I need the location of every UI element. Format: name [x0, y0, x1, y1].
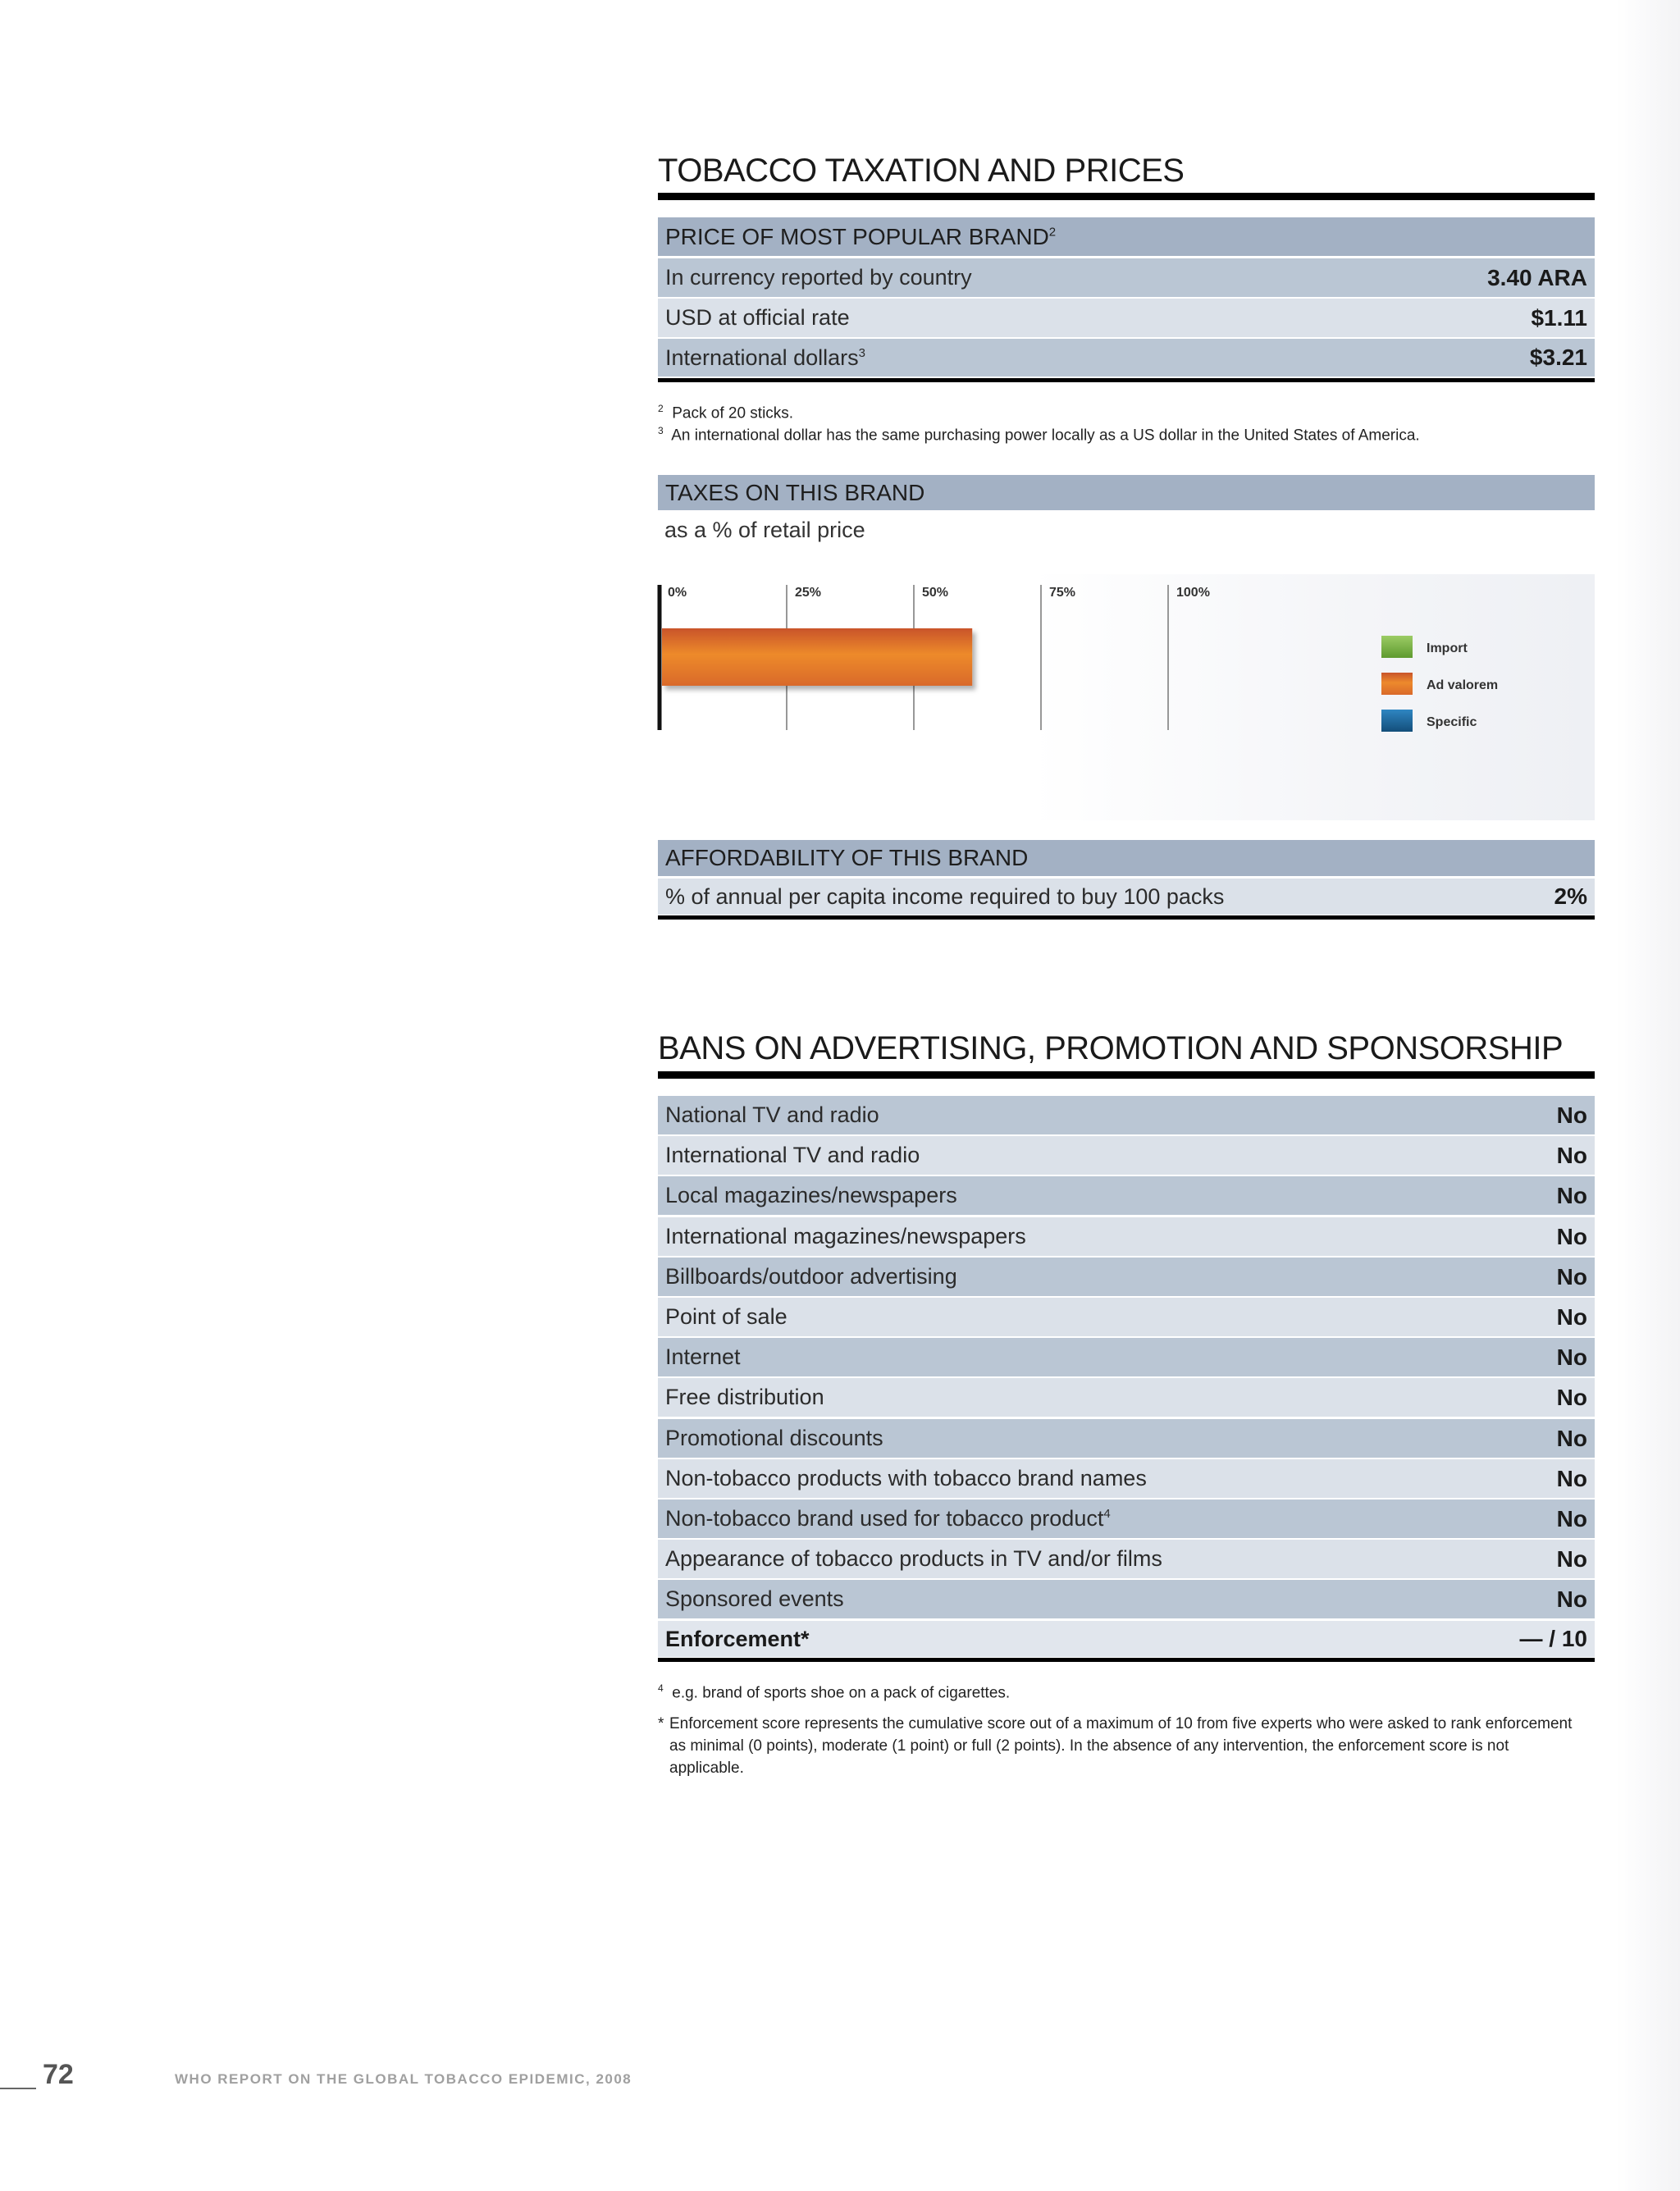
- price-row-usd: [658, 299, 1595, 339]
- ban-row: [658, 1217, 1595, 1258]
- enforcement-value: — / 10: [1519, 1626, 1587, 1651]
- legend-label: Import: [1427, 641, 1468, 655]
- taxes-sublabel: as a % of retail price: [664, 518, 865, 542]
- footnote-3: $^3$ An international dollar has the same purchasing power locally as a US dollar in the United States of America.: [658, 425, 1420, 445]
- ban-row-value: No: [1556, 1425, 1587, 1451]
- price-table-rule: [658, 378, 1595, 382]
- ban-row: [658, 1298, 1595, 1338]
- price-row-value: $1.11: [1531, 304, 1587, 331]
- ban-row-value: No: [1556, 1586, 1587, 1612]
- ban-row-label: Non-tobacco brand used for tobacco product$^4$: [665, 1506, 1111, 1531]
- price-header: [658, 217, 1595, 258]
- ban-row: [658, 1136, 1595, 1176]
- price-row-currency: [658, 258, 1595, 299]
- affordability-row: [658, 879, 1595, 916]
- ban-row-label: Internet: [665, 1344, 741, 1369]
- ban-row-value: No: [1556, 1263, 1587, 1289]
- legend-swatch: [1381, 710, 1413, 732]
- ban-row-label: Point of sale: [665, 1304, 788, 1329]
- ban-row-label: Billboards/outdoor advertising: [665, 1264, 957, 1289]
- footer-rule: [0, 2088, 36, 2089]
- ban-row-label: Sponsored events: [665, 1586, 844, 1611]
- bans-title: BANS ON ADVERTISING, PROMOTION AND SPONSORSHIP: [658, 1030, 1564, 1066]
- ban-row: [658, 1096, 1595, 1136]
- bar-ad-valorem: [662, 628, 972, 686]
- ban-row-label: International magazines/newspapers: [665, 1224, 1026, 1248]
- price-row-label: In currency reported by country: [665, 265, 972, 290]
- page-number: 72: [43, 2059, 74, 2090]
- ban-row-label: National TV and radio: [665, 1102, 879, 1127]
- ban-row: [658, 1580, 1595, 1620]
- price-row-intl: [658, 339, 1595, 378]
- ban-row-label: Appearance of tobacco products in TV and/or films: [665, 1546, 1162, 1571]
- bans-table-rule: [658, 1658, 1595, 1662]
- tick-label: 100%: [1176, 586, 1210, 600]
- ban-row-value: No: [1556, 1465, 1587, 1491]
- ban-row: [658, 1258, 1595, 1298]
- ban-row-label: Local magazines/newspapers: [665, 1183, 957, 1207]
- taxes-header: [658, 475, 1595, 512]
- tax-chart: [648, 574, 1600, 820]
- affordability-header-label: AFFORDABILITY OF THIS BRAND: [665, 845, 1029, 870]
- price-row-label: USD at official rate: [665, 305, 850, 330]
- bans-title-rule: [658, 1071, 1595, 1079]
- legend-swatch: [1381, 636, 1413, 658]
- footnote-enforcement: * Enforcement score represents the cumulative score out of a maximum of 10 from five experts who were asked to rank enforcement as minimal (0 points), moderate (1 point) or full (2 points). In the absence of any intervention, the enforcement score is not applicable.: [658, 1715, 1573, 1777]
- ban-row-value: No: [1556, 1182, 1587, 1208]
- ban-row: [658, 1499, 1595, 1540]
- ban-row-value: No: [1556, 1384, 1587, 1410]
- ban-row: [658, 1378, 1595, 1418]
- ban-row: [658, 1459, 1595, 1499]
- ban-row-value: No: [1556, 1102, 1587, 1128]
- ban-row-label: Promotional discounts: [665, 1426, 883, 1450]
- ban-row: [658, 1419, 1595, 1459]
- affordability-rule: [658, 915, 1595, 920]
- price-row-value: 3.40 ARA: [1487, 264, 1587, 290]
- ban-row-label: Free distribution: [665, 1385, 824, 1409]
- legend-label: Ad valorem: [1427, 678, 1499, 692]
- footnote-2: $^2$ Pack of 20 sticks.: [658, 403, 794, 422]
- ban-row-value: No: [1556, 1545, 1587, 1572]
- taxes-header-label: TAXES ON THIS BRAND: [665, 479, 925, 505]
- footnote-4: $^4$ e.g. brand of sports shoe on a pack of cigarettes.: [658, 1682, 1011, 1702]
- page-edge-shade: [1616, 0, 1680, 2191]
- tick-label: 0%: [668, 586, 687, 600]
- ban-row-value: No: [1556, 1303, 1587, 1330]
- price-row-label: International dollars$^3$: [665, 345, 865, 370]
- affordability-header: [658, 840, 1595, 878]
- tick-label: 25%: [795, 586, 822, 600]
- tick-label: 75%: [1049, 586, 1076, 600]
- ban-row-value: No: [1556, 1142, 1587, 1168]
- ban-row: [658, 1176, 1595, 1216]
- taxation-title-rule: [658, 193, 1595, 200]
- taxation-title: TOBACCO TAXATION AND PRICES: [658, 153, 1185, 189]
- enforcement-label: Enforcement*: [665, 1626, 810, 1651]
- ban-row-value: No: [1556, 1344, 1587, 1370]
- affordability-label: % of annual per capita income required to buy 100 packs: [665, 883, 1225, 909]
- report-title: WHO REPORT ON THE GLOBAL TOBACCO EPIDEMIC, 2008: [175, 2071, 632, 2087]
- tick-label: 50%: [922, 586, 949, 600]
- ban-row-value: No: [1556, 1505, 1587, 1531]
- ban-row-value: No: [1556, 1223, 1587, 1249]
- price-header-label: PRICE OF MOST POPULAR BRAND$^2$: [665, 223, 1057, 249]
- enforcement-row: [658, 1621, 1595, 1659]
- ban-row-label: International TV and radio: [665, 1143, 920, 1167]
- affordability-value: 2%: [1554, 883, 1587, 909]
- legend-label: Specific: [1427, 715, 1477, 729]
- ban-row: [658, 1540, 1595, 1580]
- price-row-value: $3.21: [1529, 345, 1587, 370]
- ban-row-label: Non-tobacco products with tobacco brand names: [665, 1466, 1147, 1490]
- ban-row: [658, 1338, 1595, 1378]
- legend-swatch: [1381, 673, 1413, 695]
